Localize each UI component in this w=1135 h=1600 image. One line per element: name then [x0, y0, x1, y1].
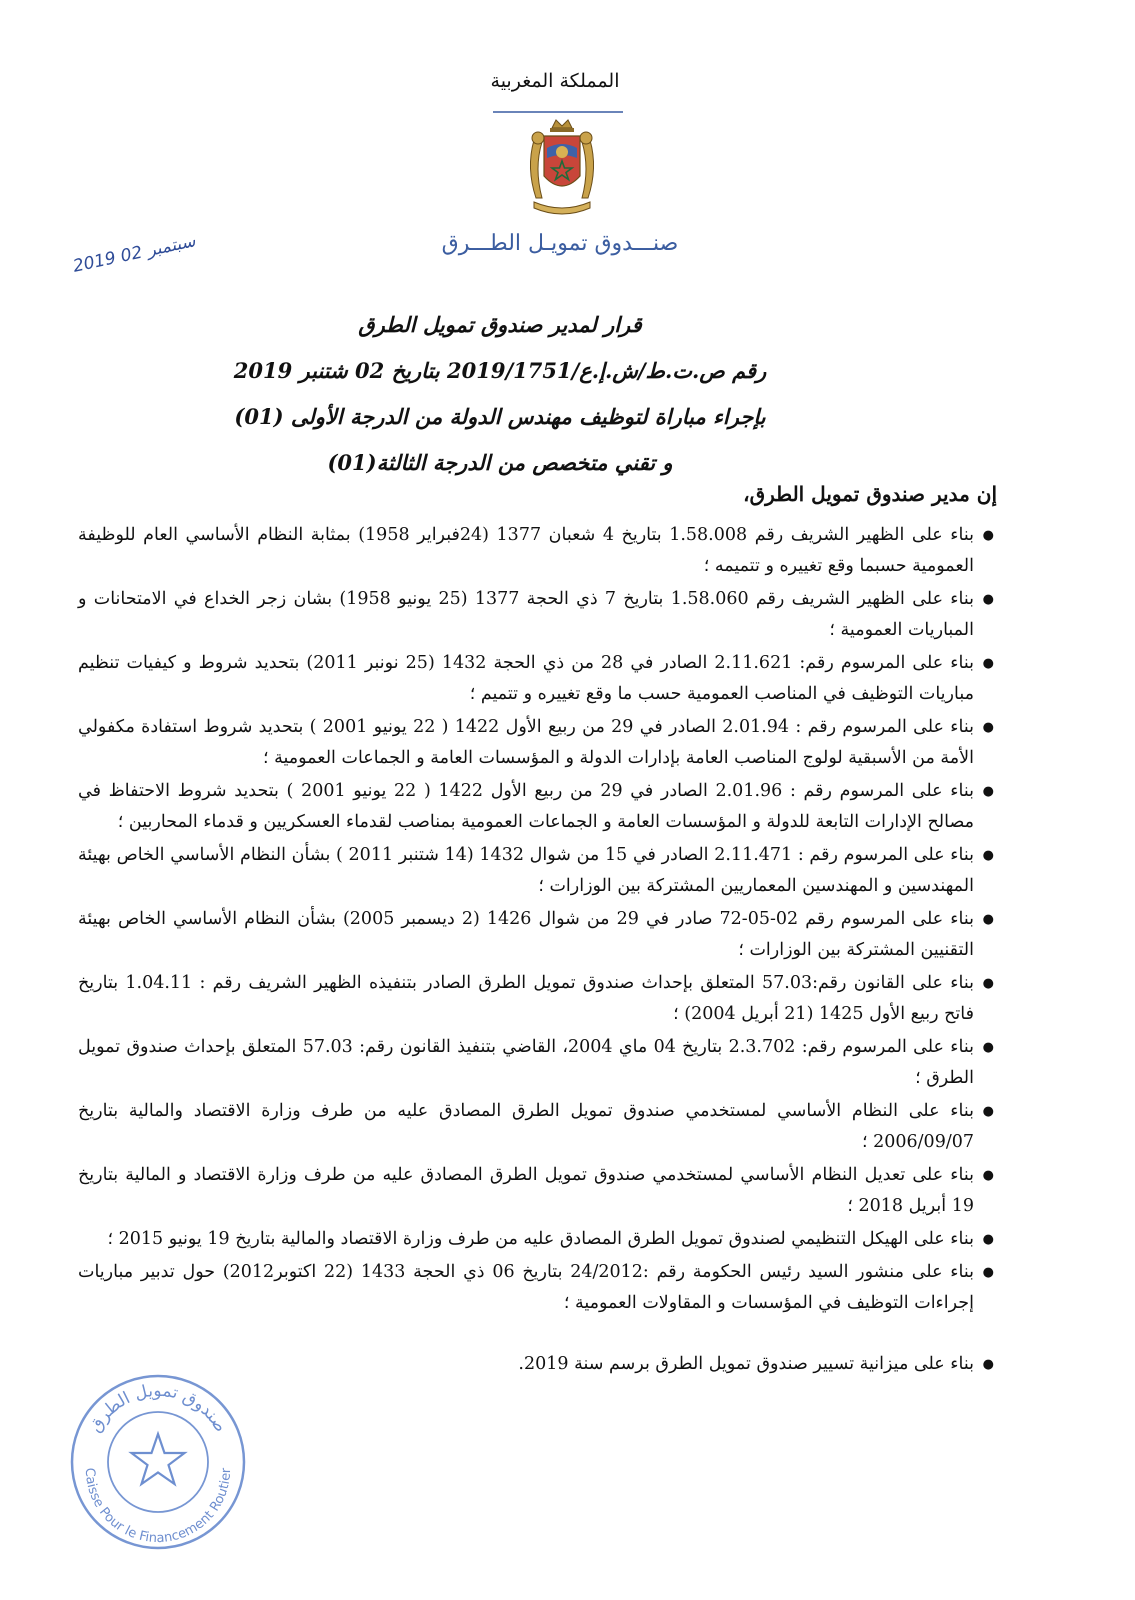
agency-name: صنـــدوق تمويـل الطـــرق	[441, 231, 679, 256]
recital-item: ● بناء على تعديل النظام الأساسي لمستخدمي صندوق تمويل الطرق المصادق عليه من طرف وزارة الاقتصاد و المالية بتاريخ 19 أبريل 2018 ؛	[78, 1160, 994, 1222]
recital-item: ● بناء على ميزانية تسيير صندوق تمويل الطرق برسم سنة 2019.	[78, 1349, 994, 1380]
svg-text:صندوق تمويل الطرق	[85, 1381, 230, 1436]
date-stamp: 2019 02 سبتمبر	[71, 231, 198, 277]
recital-item: ● بناء على المرسوم رقم : 2.01.94 الصادر في 29 من ربيع الأول 1422 ( 22 يونيو 2001 ) بتحديد شروط استفادة مكفولي الأمة من الأسبقية لولوج المناصب العامة بإدارات الدولة و المؤسسات العامة و الجماعات العمومية ؛	[78, 712, 994, 774]
recital-item: ● بناء على المرسوم رقم : 2.11.471 الصادر في 15 من شوال 1432 (14 شتنبر 2011 ) بشأن النظام الأساسي الخاص بهيئة المهندسين و المهندسين المعماريين المشتركة بين الوزارات ؛	[78, 840, 994, 902]
recital-item: ● بناء على الهيكل التنظيمي لصندوق تمويل الطرق المصادق عليه من طرف وزارة الاقتصاد والمالية بتاريخ 19 يونيو 2015 ؛	[78, 1224, 994, 1255]
recital-item: ● بناء على المرسوم رقم: 2.3.702 بتاريخ 04 ماي 2004، القاضي بتنفيذ القانون رقم: 57.03 المتعلق بإحداث صندوق تمويل الطرق ؛	[78, 1032, 994, 1094]
recital-item: ● بناء على المرسوم رقم: 2.11.621 الصادر في 28 من ذي الحجة 1432 (25 نونبر 2011) بتحديد شروط و كيفيات تنظيم مباريات التوظيف في المناصب العمومية حسب ما وقع تغييره و تتميم ؛	[78, 648, 994, 710]
recital-item: ● بناء على القانون رقم:57.03 المتعلق بإحداث صندوق تمويل الطرق الصادر بتنفيذه الظهير الشريف رقم : 1.04.11 بتاريخ فاتح ربيع الأول 1425 (21 أبريل 2004) ؛	[78, 968, 994, 1030]
recital-item: ● بناء على المرسوم رقم : 2.01.96 الصادر في 29 من ربيع الأول 1422 ( 22 يونيو 2001 ) بتحديد شروط الاحتفاظ في مصالح الإدارات التابعة للدولة و المؤسسات العامة و الجماعات العمومية بمناصب لقدماء العسكريين و قدماء المحاربين ؛	[78, 776, 994, 838]
royal-coat-of-arms-icon	[520, 118, 604, 218]
recital-item: ● بناء على منشور السيد رئيس الحكومة رقم :24/2012 بتاريخ 06 ذي الحجة 1433 (22 اكتوبر2012) حول تدبير مباريات إجراءات التوظيف في المؤسسات و المقاولات العمومية ؛	[78, 1257, 994, 1319]
title-line-3: بإجراء مباراة لتوظيف مهندس الدولة من الدرجة الأولى (01)	[234, 404, 766, 429]
recital-item: ● بناء على الظهير الشريف رقم 1.58.060 بتاريخ 7 ذي الحجة 1377 (25 يونيو 1958) بشان زجر الخداع في الامتحانات و المباريات العمومية ؛	[78, 584, 994, 646]
seal-arabic-text: صندوق تمويل الطرق	[85, 1380, 231, 1436]
recitals-list	[78, 520, 994, 1382]
title-line-1: قرار لمدير صندوق تمويل الطرق	[358, 312, 642, 337]
star-seal-icon	[66, 1370, 250, 1554]
intro-statement: إن مدير صندوق تمويل الطرق،	[743, 482, 997, 506]
recital-item: ● بناء على المرسوم رقم 02-05-72 صادر في 29 من شوال 1426 (2 ديسمبر 2005) بشأن النظام الأساسي الخاص بهيئة التقنيين المشتركة بين الوزارات ؛	[78, 904, 994, 966]
title-line-2: رقم ص.ت.ط/ش.إ.ع/2019/1751 بتاريخ 02 شتنبر 2019	[233, 358, 767, 383]
heading-divider	[493, 111, 623, 113]
recital-item: ● بناء على النظام الأساسي لمستخدمي صندوق تمويل الطرق المصادق عليه من طرف وزارة الاقتصاد والمالية بتاريخ 2006/09/07 ؛	[78, 1096, 994, 1158]
decision-title	[180, 302, 820, 486]
seal-french-text: Caisse Pour le Financement Routier	[81, 1467, 235, 1547]
kingdom-heading: المملكة المغربية	[490, 70, 620, 92]
title-line-4: و تقني متخصص من الدرجة الثالثة(01)	[327, 450, 673, 475]
recital-item: ● بناء على الظهير الشريف رقم 1.58.008 بتاريخ 4 شعبان 1377 (24فبراير 1958) بمثابة النظام الأساسي العام للوظيفة العمومية حسبما وقع تغييره و تتميمه ؛	[78, 520, 994, 582]
svg-text:Caisse Pour le Financement Rou	[82, 1467, 234, 1546]
